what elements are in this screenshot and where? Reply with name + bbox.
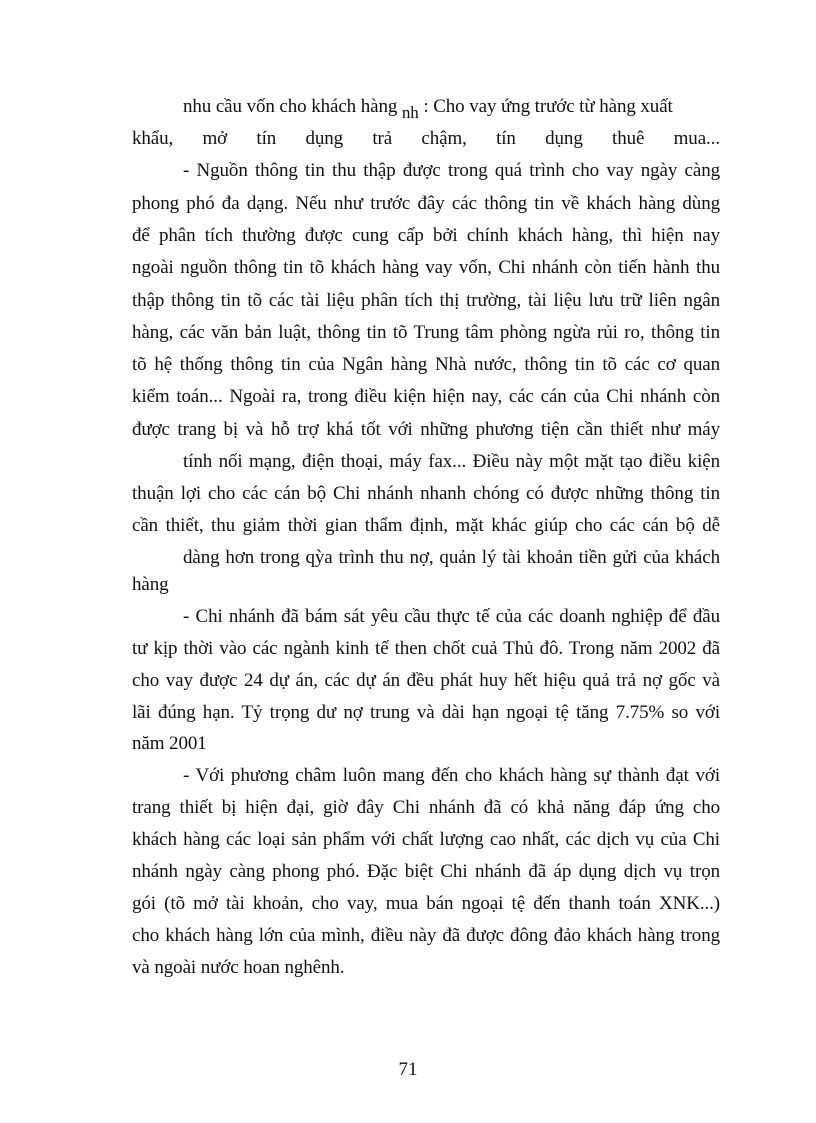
paragraph-line: thập thông tin tõ các tài liệu phân tích thị trường, tài liệu lưu trữ liên ngân xyxy=(132,290,720,311)
paragraph-line: lãi đúng hạn. Tỷ trọng dư nợ trung và dài hạn ngoại tệ tăng 7.75% so với xyxy=(132,702,720,723)
paragraph-line: gói (tõ mở tài khoản, cho vay, mua bán ngoại tệ đến thanh toán XNK...) xyxy=(132,893,720,914)
paragraph-line: - Với phương châm luôn mang đến cho khách hàng sự thành đạt với xyxy=(183,765,720,786)
line-text: : Cho vay ứng trước từ hàng xuất xyxy=(418,96,673,117)
paragraph-line: phong phó đa dạng. Nếu như trước đây các thông tin về khách hàng dùng xyxy=(132,193,720,214)
paragraph-line: cho vay được 24 dự án, các dự án đều phát huy hết hiệu quả trả nợ gốc và xyxy=(132,670,720,691)
paragraph-line xyxy=(183,95,720,122)
paragraph-line: - Nguồn thông tin thu thập được trong quá trình cho vay ngày càng xyxy=(183,160,720,181)
paragraph-line: hàng xyxy=(132,574,169,595)
subscript-mark: nh xyxy=(401,103,419,122)
paragraph-line: trang thiết bị hiện đại, giờ đây Chi nhánh đã có khả năng đáp ứng cho xyxy=(132,797,720,818)
paragraph-line: tính nối mạng, điện thoại, máy fax... Điều này một mặt tạo điều kiện xyxy=(183,451,720,472)
paragraph-line: nhánh ngày càng phong phó. Đặc biệt Chi nhánh đã áp dụng dịch vụ trọn xyxy=(132,861,720,882)
paragraph-line: để phân tích thường được cung cấp bởi chính khách hàng, thì hiện nay xyxy=(132,225,720,246)
paragraph-line: ngoài nguồn thông tin tõ khách hàng vay vốn, Chi nhánh còn tiến hành thu xyxy=(132,257,720,278)
paragraph-line: và ngoài nước hoan nghênh. xyxy=(132,957,345,978)
paragraph-line: cần thiết, thu giảm thời gian thẩm định, mặt khác giúp cho các cán bộ dễ xyxy=(132,515,720,536)
paragraph-line: tư kịp thời vào các ngành kinh tế then chốt cuả Thủ đô. Trong năm 2002 đã xyxy=(132,638,720,659)
paragraph-line: năm 2001 xyxy=(132,733,207,754)
paragraph-line: khách hàng các loại sản phẩm với chất lượng cao nhất, các dịch vụ của Chi xyxy=(132,829,720,850)
paragraph-line: khẩu, mở tín dụng trả chậm, tín dụng thuê mua... xyxy=(132,128,720,149)
paragraph-line: cho khách hàng lớn của mình, điều này đã được đông đảo khách hàng trong xyxy=(132,925,720,946)
paragraph-line: hàng, các văn bản luật, thông tin tõ Trung tâm phòng ngừa rủi ro, thông tin xyxy=(132,322,720,343)
paragraph-line: được trang bị và hỗ trợ khá tốt với những phương tiện cần thiết như máy xyxy=(132,419,720,440)
paragraph-line: - Chi nhánh đã bám sát yêu cầu thực tế của các doanh nghiệp để đầu xyxy=(183,606,720,627)
paragraph-line: kiểm toán... Ngoài ra, trong điều kiện hiện nay, các cán của Chi nhánh còn xyxy=(132,386,720,407)
line-text: nhu cầu vốn cho khách hàng xyxy=(183,96,402,117)
paragraph-line: tõ hệ thống thông tin của Ngân hàng Nhà nước, thông tin tõ các cơ quan xyxy=(132,354,720,375)
page-number: 71 xyxy=(398,1059,418,1080)
paragraph-line: dàng hơn trong qỳa trình thu nợ, quản lý tài khoản tiền gửi của khách xyxy=(183,547,720,568)
paragraph-line: thuận lợi cho các cán bộ Chi nhánh nhanh chóng có được những thông tin xyxy=(132,483,720,504)
